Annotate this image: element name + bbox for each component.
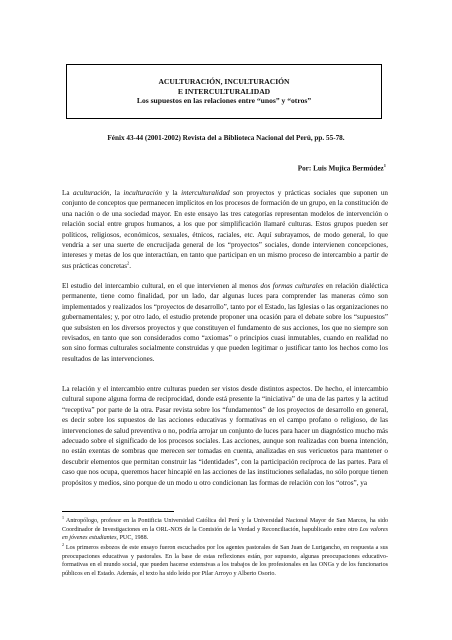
paragraph-3: La relación y el intercambio entre culturas pueden ser vistos desde distintos aspectos. De hecho, el intercambio cultural supone alguna forma de reciprocidad, donde está presente la “iniciativa” de una de las partes y la actitud “receptiva” por parte de la otra. Pasar revista sobre los “fundamentos” de los proyectos de desarrollo en general, es decir sobre los supuestos de las acciones educativas y formativas en el campo profano o religioso, de las intervenciones de salud preventiva o no, podría arrojar un conjunto de luces para hacer un diagnóstico mucho más adecuado sobre el significado de los procesos sociales. Las acciones, aunque son realizadas con buena intención, no están exentas de sombras que merecen ser tomadas en cuenta, analizadas en sus vericuetos para mantener o descubrir elementos que permitan construir las “identidades”, con la participación recíproca de las partes. Para el caso que nos ocupa, queremos hacer hincapié en las acciones de las instituciones señaladas, no sólo porque tienen propósitos y medios, sino porque de un modo u otro condicionan las formas de relación con los “otros”, ya: [62, 385, 388, 487]
footnote-separator: [62, 511, 174, 512]
footnote-2: [62, 541, 388, 578]
footnote-2-text: Los primeros esbozos de este ensayo fueron escuchados por los agentes pastorales de San Juan de Lurigancho, en respuesta a sus preocupaciones educativas y pastorales. En la base de estas reflexiones están, por supuesto, algunas preocupaciones educativo-formativas en el mundo social, que pueden hacerse extensivas a los trabajos de los profesionales en las ONGs y de los funcionarios públicos en el Estado. Además, el texto ha sido leído por Pilar Arroyo y Alberto Osorio.: [62, 545, 388, 577]
title-line-3: Los supuestos en las relaciones entre “unos” y “otros”: [136, 96, 312, 106]
paragraph-2: [62, 281, 388, 364]
footnote-1-mark: 1: [62, 514, 64, 520]
footnote-1-text-a: Antropólogo, profesor en la Pontificia Universidad Católica del Perú y la Universidad Nacional Mayor de San Marcos, ha sido Coordinador de Investigaciones en la ORL-NOS de la Comisión de la Verdad y Reconciliación, hapublicado entre otro: [62, 518, 388, 533]
p1-text-e: .: [129, 261, 132, 270]
source-citation: Fénix 43-44 (2001-2002) Revista del a Biblioteca Nacional del Perú, pp. 55-78.: [107, 134, 345, 142]
footnote-1-book-title: Los valores en jóvenes estudiantes,: [62, 526, 388, 542]
title-box: [66, 64, 382, 119]
p2-text-b: en relación dialéctica permanente, tiene como finalidad, por un lado, dar algunas luces para comprender las maneras cómo son implementados y realizados los “proyectos de desarrollo”, tanto por el Estado, las Iglesias o las organizaciones no gubernamentales; y, por otro lado, el estudio pretende proponer una ocasión para el debate sobre los “supuestos” que subsisten en los diversos proyectos y que constituyen el fundamento de sus acciones, los que no siempre son revisados, en tanto que son considerados como “axiomas” o principios cuasi inmutables, cuando en realidad no son sino formas culturales socialmente construidas y que pueden legitimar o justificar tanto los hechos como los resultados de las intervenciones.: [62, 282, 388, 363]
footnote-1: [62, 514, 388, 543]
p1-term-aculturacion: aculturación: [73, 189, 110, 197]
p1-text-c: y la: [161, 189, 182, 197]
author-name: Por: Luis Mujica Bermúdez: [297, 164, 384, 173]
p2-term-dos-formas: dos formas culturales: [260, 282, 324, 290]
footnote-1-text-b: PUC, 1988.: [118, 535, 149, 542]
p2-text-a: El estudio del intercambio cultural, en el que intervienen al menos: [62, 282, 261, 290]
p1-text-d: son proyectos y prácticas sociales que suponen un conjunto de conceptos que permanecen implícitos en los procesos de formación de un grupo, en la constitución de una nación o de una sociedad mayor. En este ensayo las tres categorías representan modelos de intervención o relación social entre grupos humanos, a los que por simplificación llamaré culturas. Estos grupos pueden ser políticos, religiosos, económicos, sexuales, étnicos, raciales, etc. Aquí subrayamos, de modo general, lo que vendría a ser una suerte de encrucijada general de los “proyectos” sociales, donde intervienen concepciones, intereses y metas de los que interactúan, en tanto que participan en un mismo proceso de intercambio a partir de sus prácticas concretas: [62, 189, 388, 270]
p1-footnote-mark: 2: [127, 260, 130, 266]
title-line-1: ACULTURACIÓN, INCULTURACIÓN: [158, 77, 290, 86]
author-footnote-mark: 1: [383, 163, 386, 168]
footnote-2-mark: 2: [62, 541, 64, 547]
p1-text-b: , la: [109, 189, 124, 197]
p1-text-a: La: [62, 189, 74, 197]
title-line-2: E INTERCULTURALIDAD: [177, 86, 271, 96]
p1-term-interculturalidad: interculturalidad: [181, 189, 230, 197]
p1-term-inculturacion: inculturación: [123, 189, 162, 197]
paragraph-1: [62, 188, 388, 271]
author-line: [298, 163, 386, 172]
